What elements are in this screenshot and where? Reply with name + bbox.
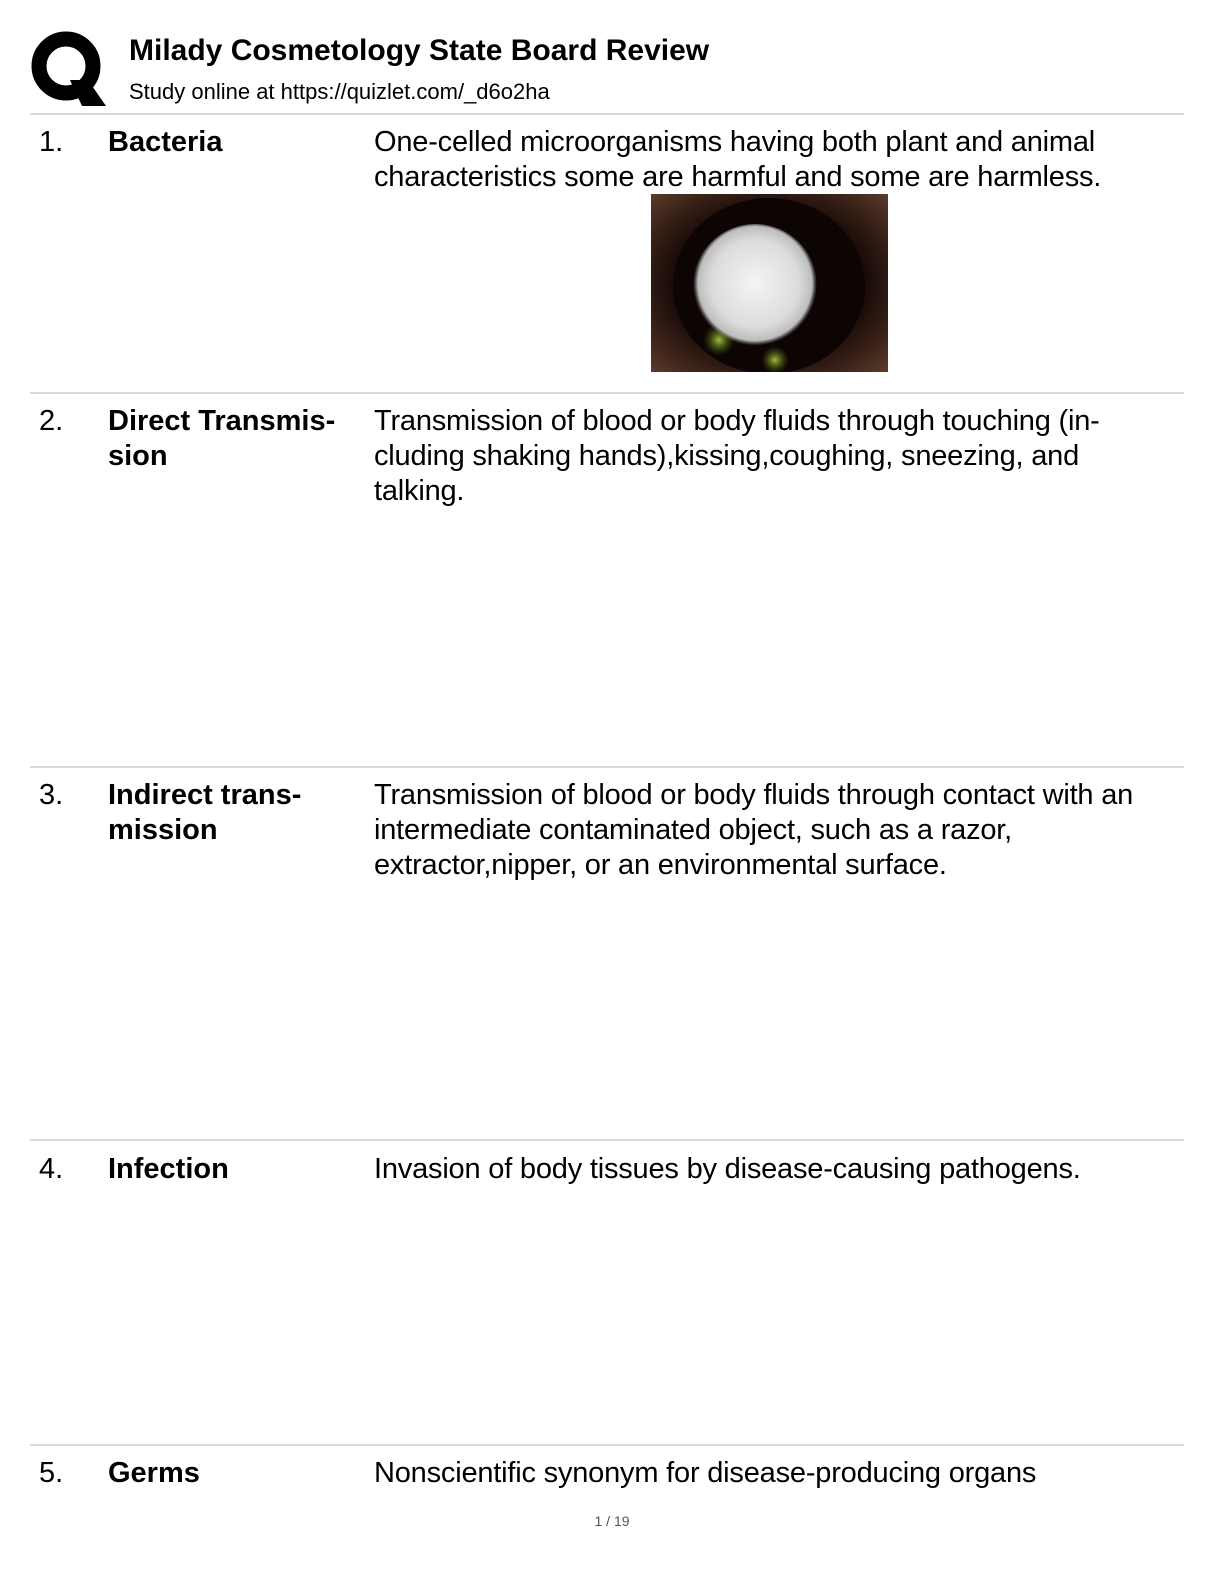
card-number: 3.	[39, 779, 64, 811]
header-divider	[30, 113, 1184, 115]
card-number: 5.	[39, 1457, 64, 1489]
card-definition: One-celled microorganisms having both plant and animal characteristics some are harmful and some are harmless.	[374, 126, 1102, 193]
card-term: Bacteria	[108, 126, 223, 158]
card-term: Germs	[108, 1457, 200, 1489]
card-number: 4.	[39, 1153, 64, 1185]
card-divider	[30, 1444, 1184, 1446]
card-definition: Transmission of blood or body fluids through contact with an intermediate contaminated object, such as a razor, extractor,nipper, or an environmental surface.	[374, 779, 1134, 881]
quizlet-logo-icon	[30, 30, 106, 106]
card-divider	[30, 1139, 1184, 1141]
card-definition: Invasion of body tissues by disease-causing pathogens.	[374, 1153, 1081, 1185]
page-title: Milady Cosmetology State Board Review	[129, 34, 710, 67]
card-term: Direct Transmis-sion	[108, 405, 336, 472]
card-divider	[30, 766, 1184, 768]
bacteria-colony-image	[651, 194, 888, 372]
card-term: Indirect trans-mission	[108, 779, 302, 846]
card-divider	[30, 392, 1184, 394]
card-definition: Nonscientific synonym for disease-producing organs	[374, 1457, 1037, 1489]
card-term: Infection	[108, 1153, 229, 1185]
card-definition: Transmission of blood or body fluids through touching (in-cluding shaking hands),kissing,coughing, sneezing, and talking.	[374, 405, 1100, 507]
card-number: 2.	[39, 405, 64, 437]
card-number: 1.	[39, 126, 64, 158]
study-online-link[interactable]: Study online at https://quizlet.com/_d6o2ha	[129, 79, 550, 104]
page-indicator: 1 / 19	[594, 1513, 630, 1529]
